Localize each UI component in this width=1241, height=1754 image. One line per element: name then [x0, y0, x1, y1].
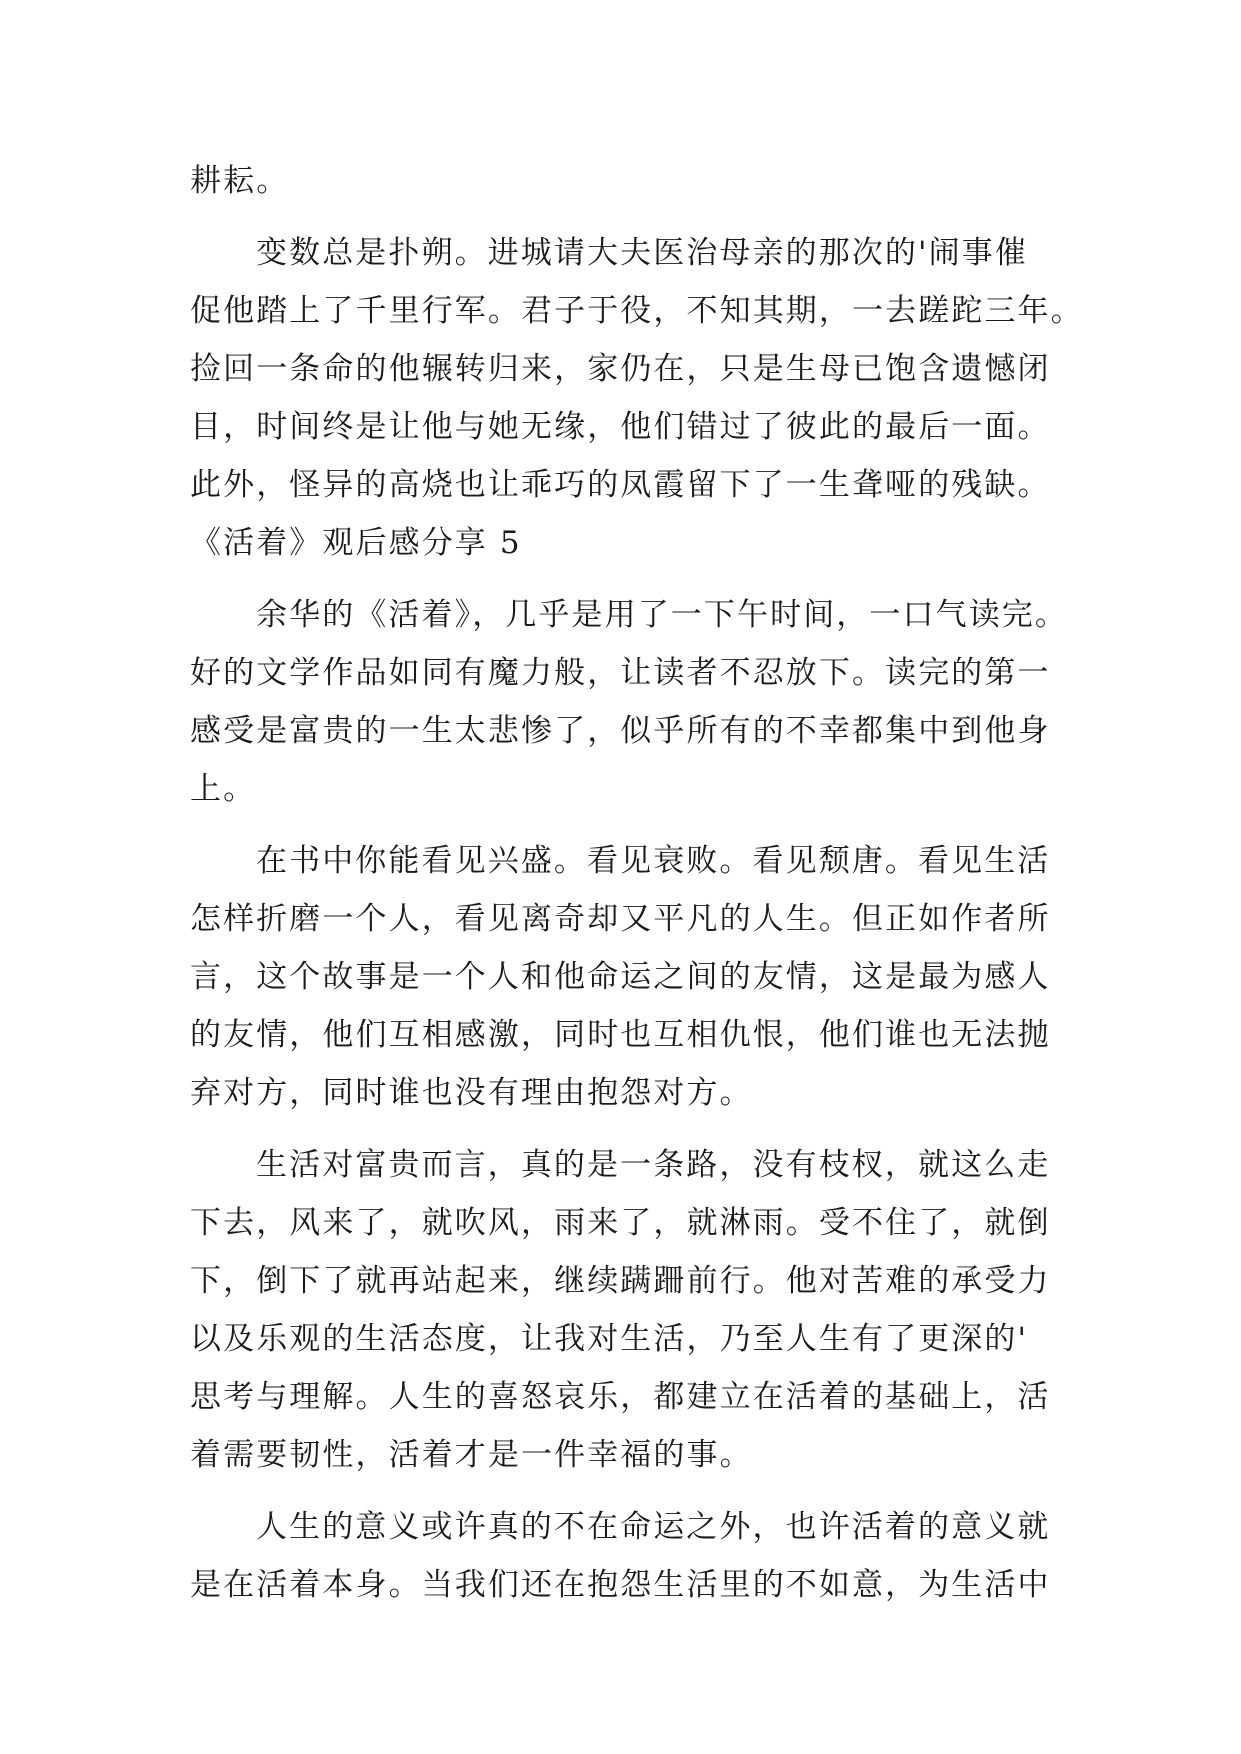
text-line: 余华的《活着》，几乎是用了一下午时间，一口气读完。	[256, 597, 1068, 633]
text-line: 好的文学作品如同有魔力般，让读者不忍放下。读完的第一	[190, 655, 1051, 691]
text-line: 促他踏上了千里行军。君子于役，不知其期，一去蹉跎三年。	[190, 293, 1084, 329]
text-line: 着需要韧性，活着才是一件幸福的事。	[190, 1437, 753, 1473]
paragraph-4	[190, 832, 1060, 1122]
text-line: 弃对方，同时谁也没有理由抱怨对方。	[190, 1075, 753, 1111]
text-line: 上。	[190, 771, 257, 807]
text-line: 思考与理解。人生的喜怒哀乐，都建立在活着的基础上，活	[190, 1379, 1051, 1415]
text-line: 以及乐观的生活态度，让我对生活，乃至人生有了更深的'	[190, 1321, 1029, 1357]
text-line: 言，这个故事是一个人和他命运之间的友情，这是最为感人	[190, 959, 1051, 995]
paragraph-6	[190, 1498, 1060, 1614]
section-heading: 《活着》观后感分享 5	[190, 525, 522, 561]
text-line: 是在活着本身。当我们还在抱怨生活里的不如意，为生活中	[190, 1567, 1051, 1603]
text-line: 怎样折磨一个人，看见离奇却又平凡的人生。但正如作者所	[190, 901, 1051, 937]
text-line: 目，时间终是让他与她无缘，他们错过了彼此的最后一面。	[190, 409, 1051, 445]
text-line: 下去，风来了，就吹风，雨来了，就淋雨。受不住了，就倒	[190, 1205, 1051, 1241]
text-line: 变数总是扑朔。进城请大夫医治母亲的那次的'闹事催	[256, 235, 1028, 271]
text-line: 此外，怪异的高烧也让乖巧的凤霞留下了一生聋哑的残缺。	[190, 467, 1051, 503]
paragraph-1	[190, 152, 1060, 210]
text-line: 捡回一条命的他辗转归来，家仍在，只是生母已饱含遗憾闭	[190, 351, 1051, 387]
text-line: 下，倒下了就再站起来，继续蹒跚前行。他对苦难的承受力	[190, 1263, 1051, 1299]
text-line: 在书中你能看见兴盛。看见衰败。看见颓唐。看见生活	[256, 843, 1051, 879]
text-line: 生活对富贵而言，真的是一条路，没有枝杈，就这么走	[256, 1147, 1051, 1183]
text-line: 的友情，他们互相感激，同时也互相仇恨，他们谁也无法抛	[190, 1017, 1051, 1053]
text-line: 感受是富贵的一生太悲惨了，似乎所有的不幸都集中到他身	[190, 713, 1051, 749]
paragraph-2	[190, 224, 1084, 572]
paragraph-3	[190, 586, 1068, 818]
paragraph-5	[190, 1136, 1060, 1484]
document-body	[190, 152, 1084, 1628]
text-line: 耕耘。	[190, 163, 290, 199]
text-line: 人生的意义或许真的不在命运之外，也许活着的意义就	[256, 1509, 1051, 1545]
